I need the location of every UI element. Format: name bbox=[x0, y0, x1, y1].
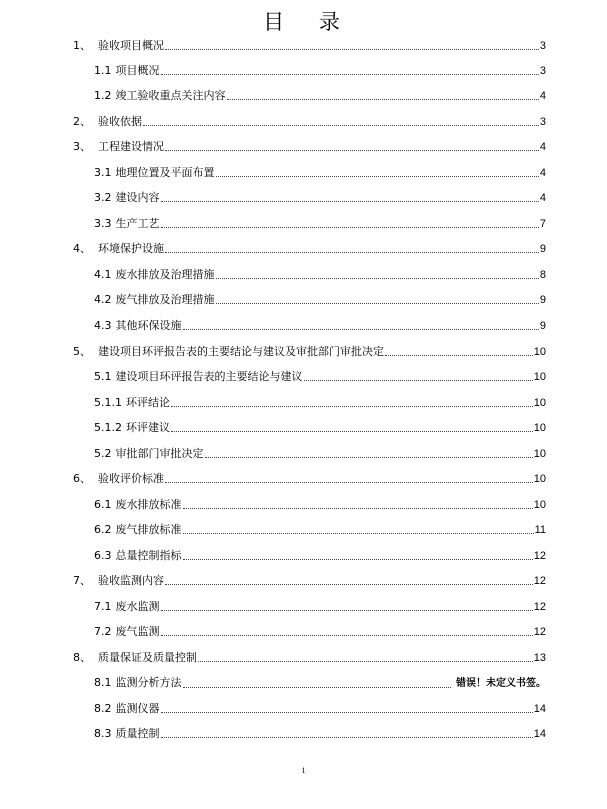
toc-entry-title: 质量保证及质量控制 bbox=[98, 651, 197, 664]
toc-entry[interactable] bbox=[94, 549, 546, 563]
toc-entry-title: 验收评价标准 bbox=[98, 472, 164, 485]
toc-entry-number: 5.2 bbox=[94, 447, 112, 460]
toc-entry-number: 3.3 bbox=[94, 217, 112, 230]
toc-entry[interactable] bbox=[94, 166, 546, 180]
toc-entry-page: 14 bbox=[533, 728, 546, 740]
toc-entry[interactable] bbox=[94, 421, 546, 435]
toc-entry-page: 12 bbox=[533, 575, 546, 587]
toc-entry-title: 审批部门审批决定 bbox=[115, 447, 204, 460]
toc-entry-number: 6.3 bbox=[94, 549, 112, 562]
toc-entry-title: 验收项目概况 bbox=[98, 39, 164, 52]
dot-leader bbox=[183, 328, 539, 330]
toc-entry[interactable] bbox=[94, 64, 546, 78]
toc-entry[interactable] bbox=[73, 115, 546, 129]
dot-leader bbox=[161, 226, 539, 228]
toc-entry-number: 1.2 bbox=[94, 89, 112, 102]
toc-entry[interactable] bbox=[94, 625, 546, 639]
toc-entry-title: 废气排放标准 bbox=[115, 523, 182, 536]
toc-entry[interactable] bbox=[73, 574, 546, 588]
toc-entry-number: 8.3 bbox=[94, 727, 112, 740]
page-title: 目 录 bbox=[263, 10, 354, 34]
dot-leader bbox=[205, 456, 533, 458]
dot-leader bbox=[161, 200, 539, 202]
dot-leader bbox=[216, 277, 539, 279]
toc-entry-title: 环境保护设施 bbox=[98, 242, 164, 255]
toc-entry[interactable] bbox=[94, 370, 546, 384]
toc-entry-title: 废水排放及治理措施 bbox=[115, 268, 215, 281]
toc-entry-number: 5.1.2 bbox=[94, 421, 122, 434]
toc-entry-number: 6.2 bbox=[94, 523, 112, 536]
toc-entry[interactable] bbox=[94, 447, 546, 461]
dot-leader bbox=[165, 583, 533, 585]
toc-entry-page: 14 bbox=[533, 703, 546, 715]
toc-entry[interactable] bbox=[94, 498, 546, 512]
toc-entry-title: 建设内容 bbox=[115, 191, 160, 204]
toc-entry-number: 7.1 bbox=[94, 600, 112, 613]
toc-entry-number: 6、 bbox=[73, 472, 91, 485]
toc-entry-number: 1、 bbox=[73, 39, 91, 52]
toc-entry-number: 5、 bbox=[73, 345, 91, 358]
toc-entry-title: 废气排放及治理措施 bbox=[115, 293, 215, 306]
toc-entry-page: 10 bbox=[533, 422, 546, 434]
toc-entry-number: 8.2 bbox=[94, 702, 112, 715]
dot-leader bbox=[161, 73, 539, 75]
dot-leader bbox=[161, 609, 533, 611]
toc-entry-title: 监测分析方法 bbox=[115, 676, 182, 689]
toc-entry-title: 废气监测 bbox=[115, 625, 160, 638]
dot-leader bbox=[165, 149, 539, 151]
toc-entry-page: 11 bbox=[534, 524, 546, 536]
toc-entry-number: 3.2 bbox=[94, 191, 112, 204]
toc-entry-page: 3 bbox=[539, 40, 546, 52]
toc-entry-title: 总量控制指标 bbox=[115, 549, 182, 562]
dot-leader bbox=[161, 634, 533, 636]
toc-entry-page: 9 bbox=[539, 294, 546, 306]
toc-entry-page: 9 bbox=[539, 243, 546, 255]
toc-entry[interactable] bbox=[73, 651, 546, 665]
toc-entry-number: 1.1 bbox=[94, 64, 112, 77]
dot-leader bbox=[385, 354, 533, 356]
page-number: 1 bbox=[301, 766, 306, 775]
dot-leader bbox=[198, 660, 533, 662]
toc-entry[interactable] bbox=[73, 39, 546, 53]
toc-entry-title: 监测仪器 bbox=[115, 702, 160, 715]
dot-leader bbox=[183, 686, 452, 688]
toc-entry-title: 建设项目环评报告表的主要结论与建议及审批部门审批决定 bbox=[98, 345, 384, 358]
toc-entry-page: 10 bbox=[533, 397, 546, 409]
toc-entry-page: 13 bbox=[533, 652, 546, 664]
toc-entry-page: 9 bbox=[539, 320, 546, 332]
toc-entry-page: 7 bbox=[539, 218, 546, 230]
toc-entry-number: 7、 bbox=[73, 574, 91, 587]
toc-entry[interactable] bbox=[94, 676, 546, 691]
toc-entry-number: 5.1.1 bbox=[94, 396, 122, 409]
toc-entry-title: 废水排放标准 bbox=[115, 498, 182, 511]
dot-leader bbox=[161, 711, 533, 713]
toc-entry-page: 4 bbox=[539, 141, 546, 153]
toc-entry-page: 12 bbox=[533, 550, 546, 562]
toc-entry[interactable] bbox=[94, 89, 546, 103]
toc-entry-number: 4.3 bbox=[94, 319, 112, 332]
toc-entry[interactable] bbox=[73, 140, 546, 154]
toc-entry-page: 10 bbox=[533, 346, 546, 358]
toc-entry-page: 3 bbox=[539, 116, 546, 128]
toc-entry-number: 7.2 bbox=[94, 625, 112, 638]
dot-leader bbox=[171, 430, 533, 432]
dot-leader bbox=[165, 48, 539, 50]
toc-entry-title: 环评结论 bbox=[126, 396, 170, 409]
toc-entry[interactable] bbox=[94, 293, 546, 307]
toc-entry-page: 10 bbox=[533, 499, 546, 511]
toc-entry-page: 3 bbox=[539, 65, 546, 77]
toc-entry-number: 2、 bbox=[73, 115, 91, 128]
toc-entry-title: 工程建设情况 bbox=[98, 140, 164, 153]
toc-entry[interactable] bbox=[94, 268, 546, 282]
toc-entry-title: 建设项目环评报告表的主要结论与建议 bbox=[115, 370, 303, 383]
toc-entry-title: 竣工验收重点关注内容 bbox=[115, 89, 226, 102]
toc-entry-title: 质量控制 bbox=[115, 727, 160, 740]
toc-entry[interactable] bbox=[94, 191, 546, 205]
toc-entry-title: 验收依据 bbox=[98, 115, 142, 128]
toc-entry-page: 12 bbox=[533, 626, 546, 638]
toc-entry[interactable] bbox=[94, 523, 546, 537]
toc-entry-page: 4 bbox=[539, 167, 546, 179]
dot-leader bbox=[165, 481, 533, 483]
dot-leader bbox=[165, 251, 539, 253]
toc-entry-number: 5.1 bbox=[94, 370, 112, 383]
toc-entry-title: 生产工艺 bbox=[115, 217, 160, 230]
toc-entry-title: 验收监测内容 bbox=[98, 574, 164, 587]
toc-entry-title: 项目概况 bbox=[115, 64, 160, 77]
dot-leader bbox=[304, 379, 533, 381]
toc-entry[interactable] bbox=[73, 345, 546, 359]
dot-leader bbox=[161, 736, 533, 738]
toc-entry-number: 4.2 bbox=[94, 293, 112, 306]
toc-entry-number: 8、 bbox=[73, 651, 91, 664]
toc-entry-page: 10 bbox=[533, 371, 546, 383]
toc-entry-page: 10 bbox=[533, 473, 546, 485]
toc-entry-title: 环评建议 bbox=[126, 421, 170, 434]
toc-entry-number: 4、 bbox=[73, 242, 91, 255]
toc-entry-number: 3.1 bbox=[94, 166, 112, 179]
dot-leader bbox=[183, 532, 534, 534]
dot-leader bbox=[216, 302, 539, 304]
toc-entry[interactable] bbox=[73, 242, 546, 256]
dot-leader bbox=[216, 175, 539, 177]
toc-entry-number: 3、 bbox=[73, 140, 91, 153]
toc-entry-title: 地理位置及平面布置 bbox=[115, 166, 215, 179]
toc-entry-page: 10 bbox=[533, 448, 546, 460]
dot-leader bbox=[143, 124, 539, 126]
toc-entry[interactable] bbox=[94, 319, 546, 333]
toc-entry-number: 6.1 bbox=[94, 498, 112, 511]
toc-entry-page: 8 bbox=[539, 269, 546, 281]
toc-entry-page: 4 bbox=[539, 192, 546, 204]
toc-entry-page: 4 bbox=[539, 90, 546, 102]
toc-entry-number: 4.1 bbox=[94, 268, 112, 281]
toc-entry[interactable] bbox=[94, 217, 546, 231]
dot-leader bbox=[171, 405, 533, 407]
toc-entry-title: 废水监测 bbox=[115, 600, 160, 613]
toc-entry-page: 12 bbox=[533, 601, 546, 613]
toc-entry[interactable] bbox=[94, 727, 546, 741]
toc-entry-title: 其他环保设施 bbox=[115, 319, 182, 332]
toc-entry[interactable] bbox=[94, 396, 546, 410]
toc-entry[interactable] bbox=[94, 702, 546, 716]
dot-leader bbox=[183, 507, 533, 509]
toc-entry[interactable] bbox=[73, 472, 546, 486]
toc-entry-number: 8.1 bbox=[94, 676, 112, 689]
dot-leader bbox=[183, 558, 533, 560]
dot-leader bbox=[227, 98, 539, 100]
toc-entry[interactable] bbox=[94, 600, 546, 614]
toc-entry-error: 错误！未定义书签。 bbox=[456, 678, 546, 689]
